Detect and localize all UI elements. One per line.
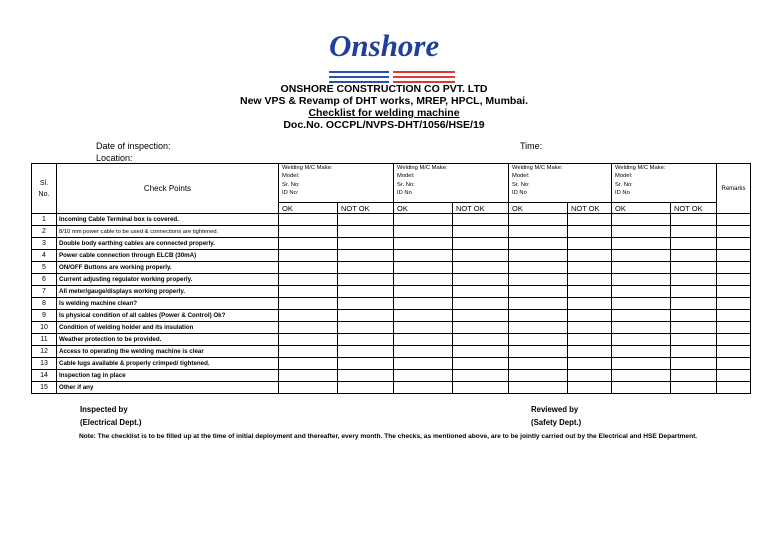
row-check-point: Cable lugs available & properly crimped/ tightened. bbox=[57, 358, 279, 370]
machine-2-info bbox=[394, 164, 509, 203]
machine-3-not-ok-cell[interactable] bbox=[568, 250, 612, 262]
machine-2-ok-cell[interactable] bbox=[394, 310, 453, 322]
inspected-by-label: Inspected by bbox=[80, 405, 128, 414]
row-check-point: Incoming Cable Terminal box is covered. bbox=[57, 214, 279, 226]
sl-no-header bbox=[32, 164, 57, 214]
table-row bbox=[32, 214, 751, 226]
machine-1-not-ok-cell[interactable] bbox=[338, 322, 394, 334]
document-number: Doc.No. OCCPL/NVPS-DHT/1056/HSE/19 bbox=[283, 119, 485, 131]
row-sl-no: 4 bbox=[32, 250, 57, 262]
machine-3-ok-cell[interactable] bbox=[509, 310, 568, 322]
machine-3-not-ok-cell[interactable] bbox=[568, 358, 612, 370]
row-check-point: Access to operating the welding machine is clear bbox=[57, 346, 279, 358]
machine-4-ok-cell[interactable] bbox=[612, 322, 671, 334]
machine-3-sr-no: Sr. No: bbox=[512, 181, 530, 188]
machine-4-info bbox=[612, 164, 717, 203]
machine-3-ok-cell[interactable] bbox=[509, 322, 568, 334]
sl-header-line-2: No. bbox=[38, 190, 50, 198]
machine-4-not-ok-cell[interactable] bbox=[671, 250, 717, 262]
sl-header-line-1: Sl. bbox=[39, 179, 49, 187]
machine-4-ok-cell[interactable] bbox=[612, 286, 671, 298]
machine-1-not-ok-cell[interactable] bbox=[338, 358, 394, 370]
machine-1-not-ok-cell[interactable] bbox=[338, 238, 394, 250]
machine-4-make: Welding M/C Make: bbox=[615, 165, 666, 171]
machine-4-ok-cell[interactable] bbox=[612, 262, 671, 274]
machine-3-id-no: ID No bbox=[512, 189, 527, 196]
machine-4-not-ok-cell[interactable] bbox=[671, 346, 717, 358]
remarks-cell[interactable] bbox=[717, 250, 751, 262]
machine-2-ok-cell[interactable] bbox=[394, 358, 453, 370]
machine-4-ok-cell[interactable] bbox=[612, 310, 671, 322]
machine-1-not-ok-cell[interactable] bbox=[338, 286, 394, 298]
machine-1-ok-cell[interactable] bbox=[279, 226, 338, 238]
machine-3-not-ok-cell[interactable] bbox=[568, 262, 612, 274]
row-sl-no: 9 bbox=[32, 310, 57, 322]
machine-3-ok-cell[interactable] bbox=[509, 238, 568, 250]
row-check-point: Current adjusting regulator working properly. bbox=[57, 274, 279, 286]
row-check-point: ON/OFF Buttons are working properly. bbox=[57, 262, 279, 274]
remarks-cell[interactable] bbox=[717, 346, 751, 358]
logo-text: Onshore bbox=[329, 28, 440, 63]
machine-3-not-ok-cell[interactable] bbox=[568, 286, 612, 298]
machine-4-ok-cell[interactable] bbox=[612, 370, 671, 382]
machine-1-ok-cell[interactable] bbox=[279, 322, 338, 334]
row-check-point: Double body earthing cables are connected properly. bbox=[57, 238, 279, 250]
machine-1-ok-header: OK bbox=[279, 203, 338, 214]
table-row bbox=[32, 322, 751, 334]
machine-3-not-ok-cell[interactable] bbox=[568, 214, 612, 226]
machine-1-not-ok-cell[interactable] bbox=[338, 298, 394, 310]
machine-1-not-ok-cell[interactable] bbox=[338, 334, 394, 346]
row-sl-no: 6 bbox=[32, 274, 57, 286]
row-check-point: Is physical condition of all cables (Power & Control) Ok? bbox=[57, 310, 279, 322]
reviewed-by-label: Reviewed by bbox=[531, 405, 579, 414]
machine-3-ok-cell[interactable] bbox=[509, 358, 568, 370]
remarks-header: Remarks bbox=[717, 164, 751, 214]
machine-2-ok-cell[interactable] bbox=[394, 250, 453, 262]
machine-1-not-ok-cell[interactable] bbox=[338, 226, 394, 238]
remarks-cell[interactable] bbox=[717, 238, 751, 250]
machine-2-ok-cell[interactable] bbox=[394, 382, 453, 394]
machine-2-ok-cell[interactable] bbox=[394, 298, 453, 310]
machine-4-ok-cell[interactable] bbox=[612, 238, 671, 250]
machine-1-ok-cell[interactable] bbox=[279, 214, 338, 226]
table-row bbox=[32, 358, 751, 370]
machine-3-ok-cell[interactable] bbox=[509, 370, 568, 382]
row-sl-no: 1 bbox=[32, 214, 57, 226]
machine-4-not-ok-cell[interactable] bbox=[671, 286, 717, 298]
machine-2-ok-cell[interactable] bbox=[394, 322, 453, 334]
machine-1-not-ok-cell[interactable] bbox=[338, 346, 394, 358]
machine-2-ok-cell[interactable] bbox=[394, 226, 453, 238]
machine-3-ok-cell[interactable] bbox=[509, 346, 568, 358]
machine-3-not-ok-cell[interactable] bbox=[568, 322, 612, 334]
date-of-inspection-label: Date of inspection: bbox=[96, 141, 171, 151]
machine-2-not-ok-cell[interactable] bbox=[453, 250, 509, 262]
machine-3-ok-header: OK bbox=[509, 203, 568, 214]
row-sl-no: 3 bbox=[32, 238, 57, 250]
remarks-cell[interactable] bbox=[717, 382, 751, 394]
row-check-point: Weather protection to be provided. bbox=[57, 334, 279, 346]
machine-4-sr-no: Sr. No: bbox=[615, 181, 633, 188]
machine-2-id-no: ID No bbox=[397, 189, 412, 196]
machine-1-ok-cell[interactable] bbox=[279, 310, 338, 322]
machine-4-ok-cell[interactable] bbox=[612, 346, 671, 358]
machine-4-not-ok-cell[interactable] bbox=[671, 262, 717, 274]
remarks-cell[interactable] bbox=[717, 334, 751, 346]
machine-2-not-ok-cell[interactable] bbox=[453, 262, 509, 274]
machine-2-ok-cell[interactable] bbox=[394, 274, 453, 286]
remarks-cell[interactable] bbox=[717, 274, 751, 286]
machine-2-not-ok-cell[interactable] bbox=[453, 214, 509, 226]
company-logo bbox=[323, 28, 463, 86]
table-row bbox=[32, 310, 751, 322]
machine-1-ok-cell[interactable] bbox=[279, 286, 338, 298]
machine-1-ok-cell[interactable] bbox=[279, 370, 338, 382]
machine-2-ok-cell[interactable] bbox=[394, 370, 453, 382]
location-label: Location: bbox=[96, 153, 133, 163]
machine-3-not-ok-cell[interactable] bbox=[568, 370, 612, 382]
machine-3-ok-cell[interactable] bbox=[509, 262, 568, 274]
machine-2-ok-cell[interactable] bbox=[394, 334, 453, 346]
machine-1-ok-cell[interactable] bbox=[279, 250, 338, 262]
check-points-header: Check Points bbox=[57, 164, 279, 214]
machine-2-ok-cell[interactable] bbox=[394, 262, 453, 274]
machine-1-not-ok-cell[interactable] bbox=[338, 250, 394, 262]
remarks-cell[interactable] bbox=[717, 310, 751, 322]
machine-3-model: Model: bbox=[512, 173, 530, 180]
time-label: Time: bbox=[520, 141, 543, 151]
machine-4-ok-cell[interactable] bbox=[612, 334, 671, 346]
remarks-cell[interactable] bbox=[717, 286, 751, 298]
checklist-note: Note: The checklist is to be filled up at the time of initial deployment and thereafter, every month. The checks, as mentioned above, are to be jointly carried out by the Electrical and HSE Department. bbox=[79, 433, 698, 440]
machine-4-not-ok-cell[interactable] bbox=[671, 274, 717, 286]
machine-2-ok-cell[interactable] bbox=[394, 238, 453, 250]
machine-2-model: Model: bbox=[397, 173, 415, 180]
machine-1-not-ok-header: NOT OK bbox=[338, 203, 394, 214]
header-row bbox=[32, 164, 751, 203]
machine-1-info bbox=[279, 164, 394, 203]
row-sl-no: 10 bbox=[32, 322, 57, 334]
machine-1-ok-cell[interactable] bbox=[279, 346, 338, 358]
machine-1-not-ok-cell[interactable] bbox=[338, 274, 394, 286]
machine-4-not-ok-cell[interactable] bbox=[671, 382, 717, 394]
machine-4-model: Model: bbox=[615, 173, 633, 180]
machine-3-ok-cell[interactable] bbox=[509, 286, 568, 298]
row-sl-no: 5 bbox=[32, 262, 57, 274]
machine-4-not-ok-cell[interactable] bbox=[671, 226, 717, 238]
machine-4-not-ok-cell[interactable] bbox=[671, 238, 717, 250]
machine-2-ok-cell[interactable] bbox=[394, 286, 453, 298]
row-check-point: 8/10 mm power cable to be used & connections are tightened. bbox=[57, 226, 279, 238]
row-sl-no: 13 bbox=[32, 358, 57, 370]
machine-4-not-ok-cell[interactable] bbox=[671, 370, 717, 382]
machine-1-ok-cell[interactable] bbox=[279, 262, 338, 274]
remarks-cell[interactable] bbox=[717, 226, 751, 238]
machine-2-not-ok-cell[interactable] bbox=[453, 274, 509, 286]
table-row bbox=[32, 274, 751, 286]
reviewed-dept-label: (Safety Dept.) bbox=[531, 418, 582, 427]
machine-2-not-ok-cell[interactable] bbox=[453, 322, 509, 334]
logo-line-blue-2 bbox=[329, 76, 389, 78]
project-name: New VPS & Revamp of DHT works, MREP, HPCL, Mumbai. bbox=[239, 95, 529, 107]
machine-3-not-ok-cell[interactable] bbox=[568, 346, 612, 358]
machine-3-info bbox=[509, 164, 612, 203]
machine-1-ok-cell[interactable] bbox=[279, 274, 338, 286]
machine-1-sr-no: Sr. No: bbox=[282, 181, 300, 188]
machine-3-ok-cell[interactable] bbox=[509, 214, 568, 226]
machine-3-ok-cell[interactable] bbox=[509, 334, 568, 346]
row-check-point: Inspection tag in place bbox=[57, 370, 279, 382]
checklist-table bbox=[31, 163, 751, 394]
machine-3-ok-cell[interactable] bbox=[509, 226, 568, 238]
table-row bbox=[32, 238, 751, 250]
row-sl-no: 14 bbox=[32, 370, 57, 382]
machine-4-not-ok-cell[interactable] bbox=[671, 214, 717, 226]
logo-line-red-2 bbox=[393, 76, 455, 78]
row-check-point: Power cable connection through ELCB (30mA) bbox=[57, 250, 279, 262]
machine-2-ok-cell[interactable] bbox=[394, 346, 453, 358]
machine-2-not-ok-cell[interactable] bbox=[453, 286, 509, 298]
machine-2-not-ok-cell[interactable] bbox=[453, 358, 509, 370]
remarks-cell[interactable] bbox=[717, 262, 751, 274]
row-sl-no: 8 bbox=[32, 298, 57, 310]
machine-1-ok-cell[interactable] bbox=[279, 298, 338, 310]
machine-4-ok-cell[interactable] bbox=[612, 382, 671, 394]
table-row bbox=[32, 334, 751, 346]
machine-3-not-ok-cell[interactable] bbox=[568, 274, 612, 286]
machine-2-ok-header: OK bbox=[394, 203, 453, 214]
remarks-cell[interactable] bbox=[717, 358, 751, 370]
machine-4-not-ok-cell[interactable] bbox=[671, 322, 717, 334]
machine-1-model: Model: bbox=[282, 173, 300, 180]
machine-4-not-ok-cell[interactable] bbox=[671, 298, 717, 310]
machine-4-ok-cell[interactable] bbox=[612, 226, 671, 238]
machine-4-not-ok-cell[interactable] bbox=[671, 310, 717, 322]
machine-2-not-ok-cell[interactable] bbox=[453, 298, 509, 310]
machine-2-not-ok-cell[interactable] bbox=[453, 226, 509, 238]
machine-2-not-ok-header: NOT OK bbox=[453, 203, 509, 214]
machine-1-ok-cell[interactable] bbox=[279, 238, 338, 250]
machine-2-ok-cell[interactable] bbox=[394, 214, 453, 226]
remarks-cell[interactable] bbox=[717, 214, 751, 226]
machine-3-not-ok-cell[interactable] bbox=[568, 238, 612, 250]
table-row bbox=[32, 298, 751, 310]
table-row bbox=[32, 370, 751, 382]
row-check-point: All meter/gauge/displays working properly. bbox=[57, 286, 279, 298]
machine-1-not-ok-cell[interactable] bbox=[338, 310, 394, 322]
machine-2-not-ok-cell[interactable] bbox=[453, 346, 509, 358]
machine-3-ok-cell[interactable] bbox=[509, 250, 568, 262]
row-sl-no: 2 bbox=[32, 226, 57, 238]
company-name: ONSHORE CONSTRUCTION CO PVT. LTD bbox=[280, 83, 488, 95]
machine-1-not-ok-cell[interactable] bbox=[338, 382, 394, 394]
machine-1-ok-cell[interactable] bbox=[279, 382, 338, 394]
machine-4-ok-cell[interactable] bbox=[612, 358, 671, 370]
machine-1-not-ok-cell[interactable] bbox=[338, 262, 394, 274]
row-sl-no: 11 bbox=[32, 334, 57, 346]
machine-4-not-ok-cell[interactable] bbox=[671, 358, 717, 370]
machine-3-make: Welding M/C Make: bbox=[512, 165, 563, 171]
machine-2-not-ok-cell[interactable] bbox=[453, 238, 509, 250]
machine-4-not-ok-cell[interactable] bbox=[671, 334, 717, 346]
table-row bbox=[32, 226, 751, 238]
machine-3-not-ok-cell[interactable] bbox=[568, 334, 612, 346]
machine-4-ok-cell[interactable] bbox=[612, 214, 671, 226]
machine-3-ok-cell[interactable] bbox=[509, 274, 568, 286]
machine-2-not-ok-cell[interactable] bbox=[453, 370, 509, 382]
machine-2-not-ok-cell[interactable] bbox=[453, 310, 509, 322]
machine-2-not-ok-cell[interactable] bbox=[453, 334, 509, 346]
machine-4-ok-cell[interactable] bbox=[612, 298, 671, 310]
machine-2-sr-no: Sr. No: bbox=[397, 181, 415, 188]
remarks-cell[interactable] bbox=[717, 298, 751, 310]
machine-1-id-no: ID No: bbox=[282, 189, 299, 196]
remarks-cell[interactable] bbox=[717, 370, 751, 382]
machine-1-make: Welding M/C Make: bbox=[282, 165, 333, 171]
machine-3-not-ok-cell[interactable] bbox=[568, 382, 612, 394]
machine-1-not-ok-cell[interactable] bbox=[338, 370, 394, 382]
table-row bbox=[32, 286, 751, 298]
machine-4-id-no: ID No bbox=[615, 189, 630, 196]
row-sl-no: 7 bbox=[32, 286, 57, 298]
table-row bbox=[32, 346, 751, 358]
row-check-point: Other if any bbox=[57, 382, 279, 394]
machine-1-ok-cell[interactable] bbox=[279, 334, 338, 346]
machine-4-not-ok-header: NOT OK bbox=[671, 203, 717, 214]
machine-4-ok-header: OK bbox=[612, 203, 671, 214]
machine-3-ok-cell[interactable] bbox=[509, 298, 568, 310]
logo-line-red-1 bbox=[393, 71, 455, 73]
table-row bbox=[32, 250, 751, 262]
row-sl-no: 12 bbox=[32, 346, 57, 358]
row-check-point: Condition of welding holder and its insulation bbox=[57, 322, 279, 334]
machine-3-not-ok-cell[interactable] bbox=[568, 310, 612, 322]
machine-4-ok-cell[interactable] bbox=[612, 274, 671, 286]
machine-1-ok-cell[interactable] bbox=[279, 358, 338, 370]
table-row bbox=[32, 382, 751, 394]
machine-3-not-ok-cell[interactable] bbox=[568, 226, 612, 238]
machine-2-not-ok-cell[interactable] bbox=[453, 382, 509, 394]
document-title: Checklist for welding machine bbox=[308, 107, 460, 119]
machine-2-make: Welding M/C Make: bbox=[397, 165, 448, 171]
machine-3-not-ok-header: NOT OK bbox=[568, 203, 612, 214]
inspected-dept-label: (Electrical Dept.) bbox=[80, 418, 142, 427]
logo-line-blue-1 bbox=[329, 71, 389, 73]
remarks-cell[interactable] bbox=[717, 322, 751, 334]
machine-3-ok-cell[interactable] bbox=[509, 382, 568, 394]
table-row bbox=[32, 262, 751, 274]
machine-4-ok-cell[interactable] bbox=[612, 250, 671, 262]
machine-3-not-ok-cell[interactable] bbox=[568, 298, 612, 310]
row-sl-no: 15 bbox=[32, 382, 57, 394]
machine-1-not-ok-cell[interactable] bbox=[338, 214, 394, 226]
row-check-point: Is welding machine clean? bbox=[57, 298, 279, 310]
